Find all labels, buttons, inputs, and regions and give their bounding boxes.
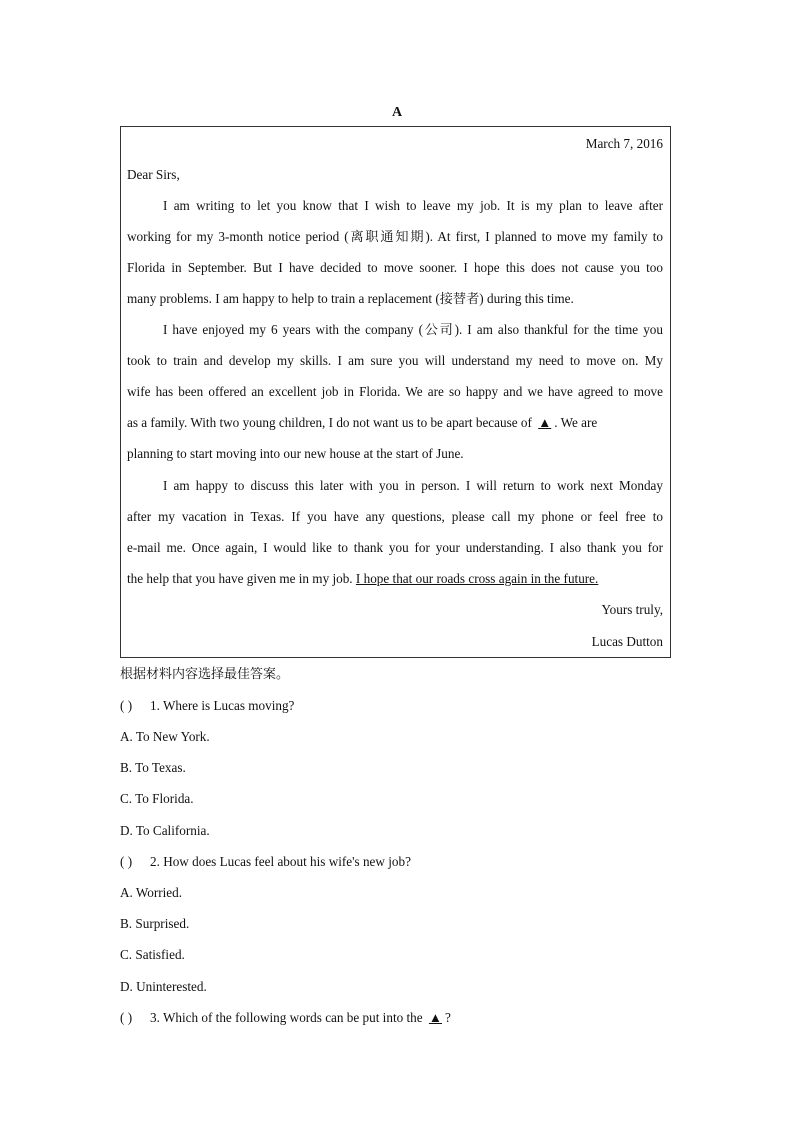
option: A. To New York. [120, 729, 210, 744]
letter-signature: Lucas Dutton [591, 634, 663, 649]
letter-line-with-blank [127, 413, 663, 433]
letter-line: wife has been offered an excellent job in Florida. We are so happy and we have agreed to move [127, 384, 663, 399]
letter-line: Florida in September. But I have decided to move sooner. I hope this does not cause you too [127, 260, 663, 275]
letter-line: e-mail me. Once again, I would like to thank you for your understanding. I also thank you for [127, 540, 663, 555]
letter-line: I am happy to discuss this later with you in person. I will return to work next Monday [163, 478, 663, 493]
question-end: ? [444, 1010, 451, 1025]
blank-marker: ▲ [538, 415, 552, 430]
question-3 [120, 1008, 451, 1028]
option: C. Satisfied. [120, 947, 185, 962]
answer-paren[interactable]: ( ) [120, 854, 133, 869]
letter-line: planning to start moving into our new house at the start of June. [127, 446, 464, 461]
answer-paren[interactable]: ( ) [120, 698, 133, 713]
instruction-text: 根据材料内容选择最佳答案。 [120, 667, 290, 682]
option: A. Worried. [120, 885, 183, 900]
blank-marker: ▲ [428, 1010, 442, 1025]
letter-line-text: the help that you have given me in my job. [127, 571, 353, 586]
letter-line-text: as a family. With two young children, I do not want us to be apart because of [127, 415, 532, 430]
letter-line-text: . We are [554, 415, 598, 430]
option: D. Uninterested. [120, 979, 207, 994]
option: B. Surprised. [120, 916, 190, 931]
option: C. To Florida. [120, 791, 194, 806]
letter-box [120, 126, 671, 658]
question-text: 1. Where is Lucas moving? [150, 698, 295, 713]
letter-line: many problems. I am happy to help to train a replacement (接替者) during this time. [127, 291, 574, 306]
underlined-sentence: I hope that our roads cross again in the future. [355, 571, 599, 586]
question-2 [120, 852, 411, 872]
letter-closing: Yours truly, [601, 602, 663, 617]
option: D. To California. [120, 823, 210, 838]
letter-line: working for my 3-month notice period (离职通知期). At first, I planned to move my family to [127, 229, 663, 244]
section-title: A [391, 105, 403, 120]
question-1 [120, 696, 294, 716]
question-text: 2. How does Lucas feel about his wife's new job? [150, 854, 411, 869]
letter-line: I have enjoyed my 6 years with the company (公司). I am also thankful for the time you [163, 322, 663, 337]
letter-line-with-underline [127, 569, 663, 589]
letter-line: I am writing to let you know that I wish to leave my job. It is my plan to leave after [163, 198, 663, 213]
letter-line: took to train and develop my skills. I am sure you will understand my need to move on. My [127, 353, 663, 368]
question-text: 3. Which of the following words can be put into the [150, 1010, 423, 1025]
answer-paren[interactable]: ( ) [120, 1010, 133, 1025]
letter-line: after my vacation in Texas. If you have any questions, please call my phone or feel free to [127, 509, 663, 524]
option: B. To Texas. [120, 760, 186, 775]
letter-greeting: Dear Sirs, [127, 167, 180, 182]
letter-date: March 7, 2016 [585, 136, 663, 151]
